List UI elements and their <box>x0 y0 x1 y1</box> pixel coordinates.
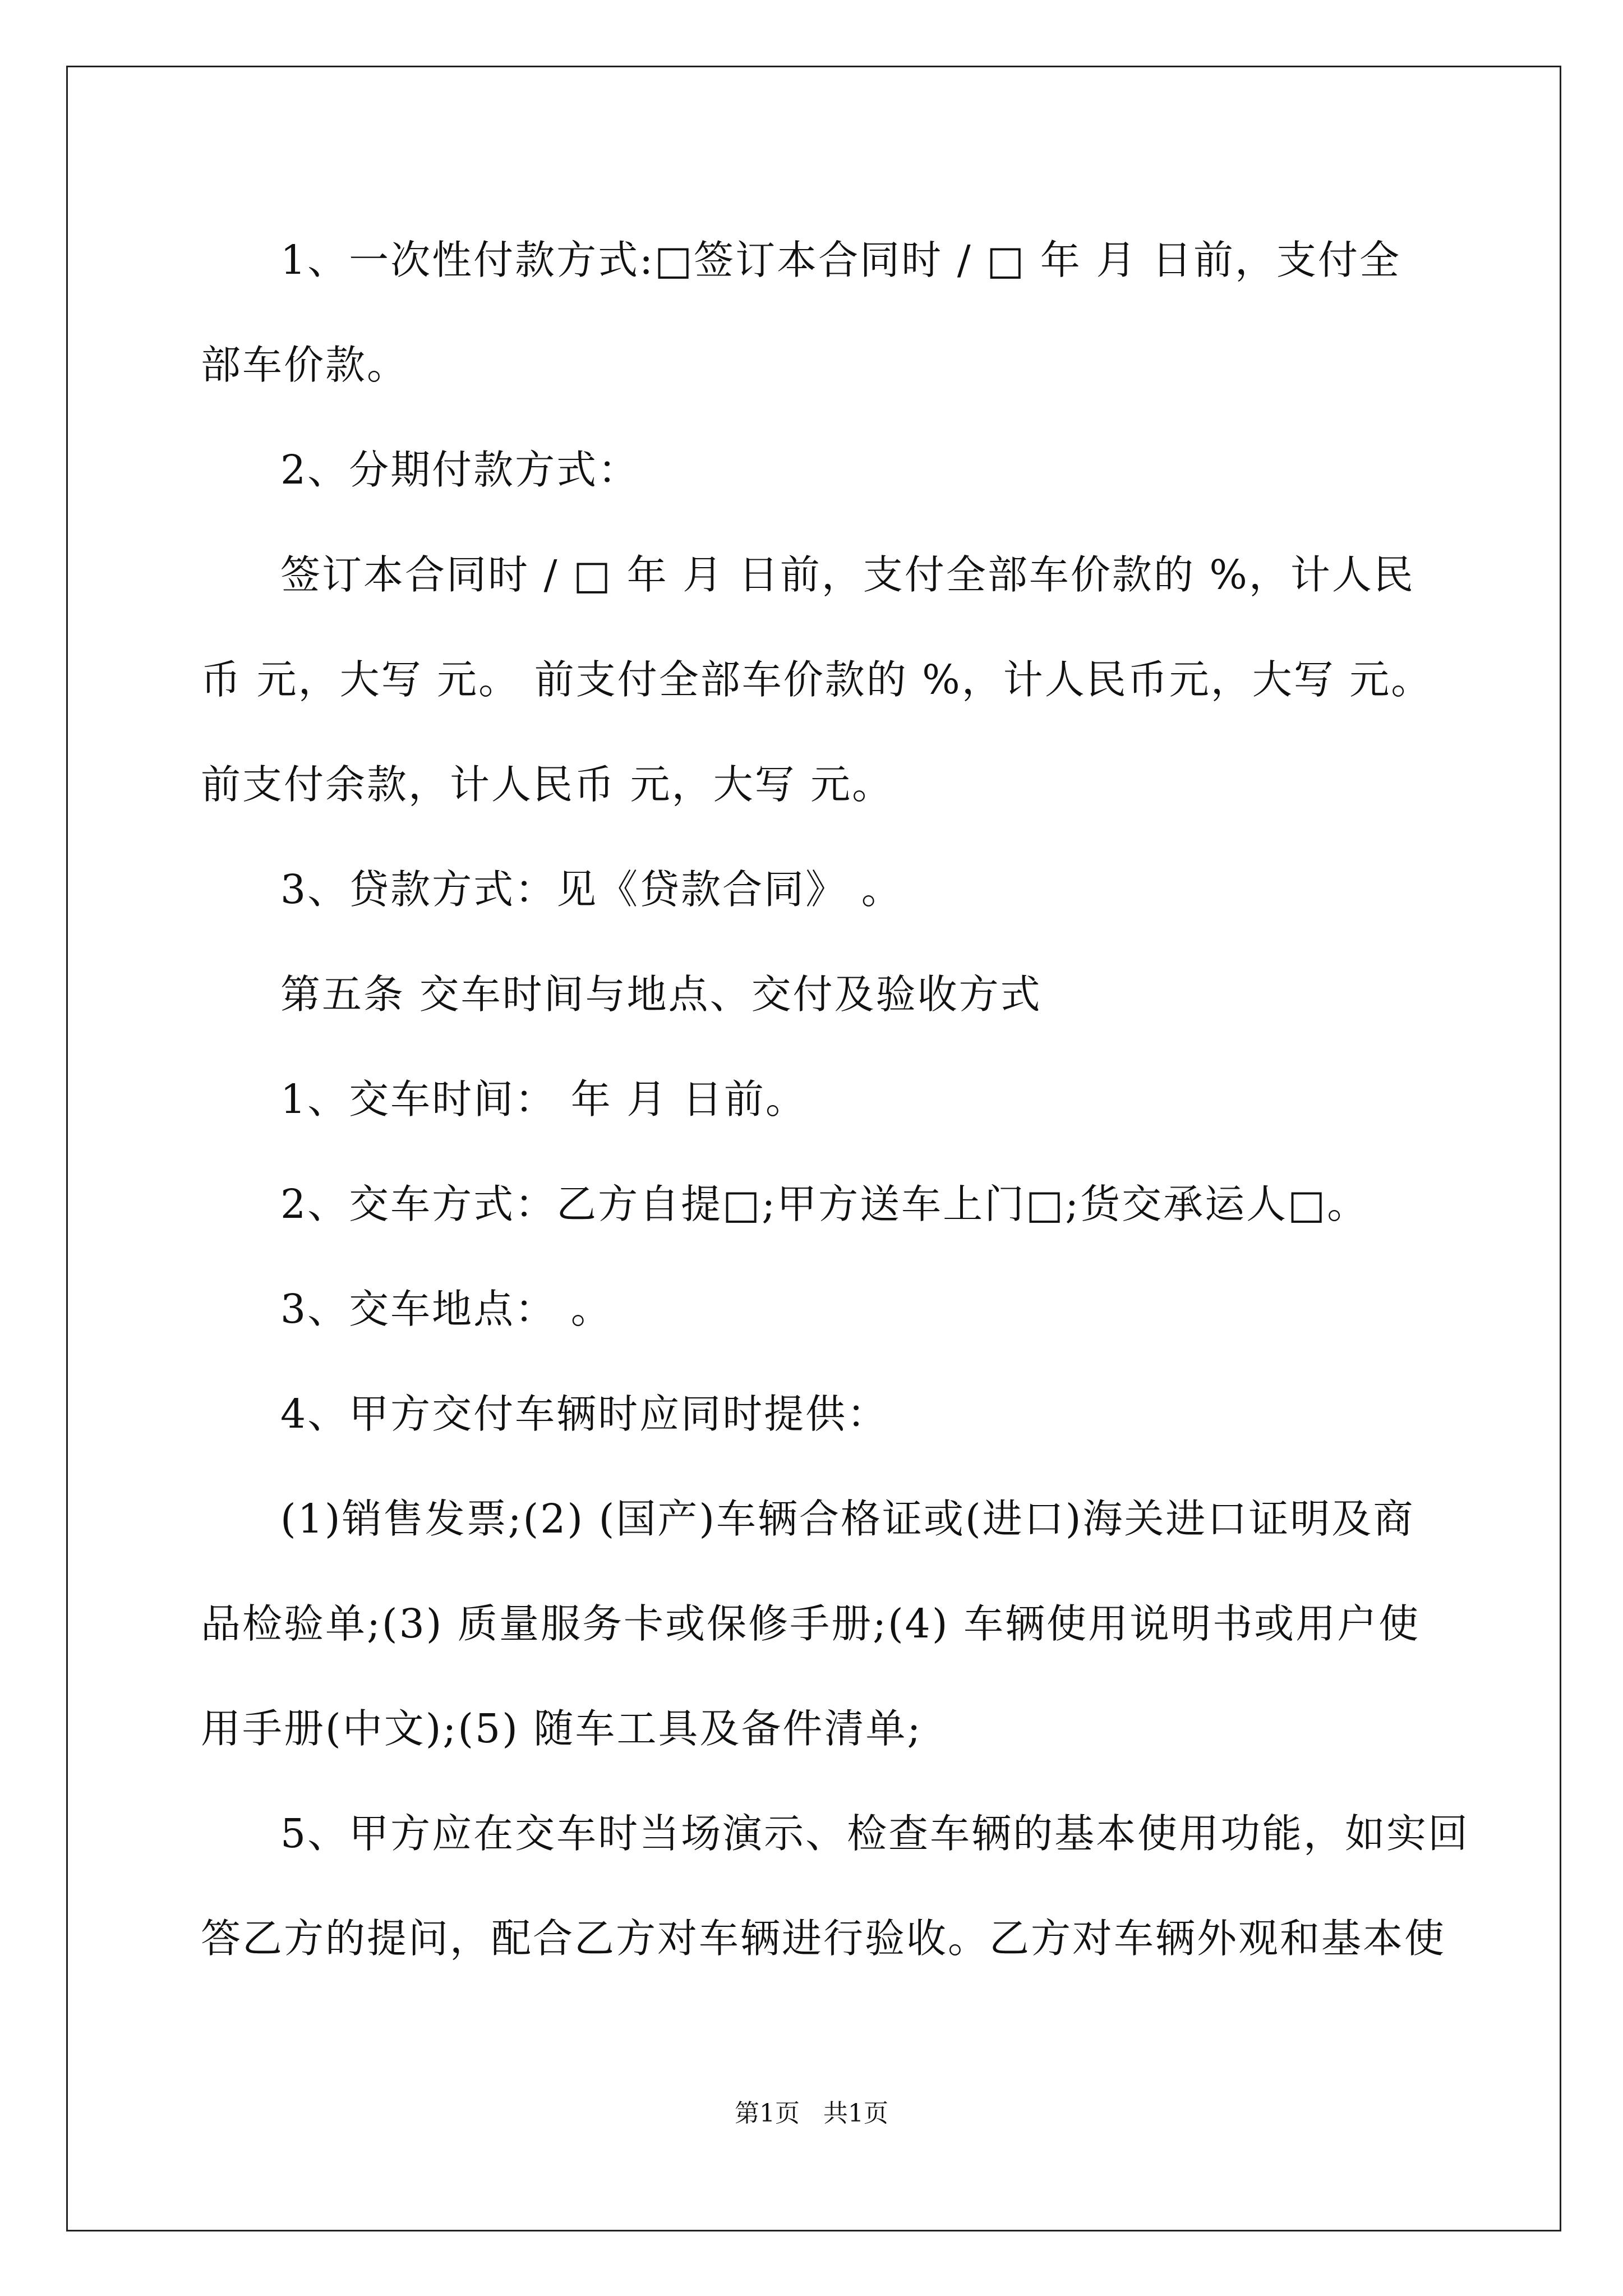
section-heading: 第五条 交车时间与地点、交付及验收方式 <box>280 971 1042 1018</box>
paragraph-line: 3、贷款方式：见《贷款合同》 。 <box>280 866 903 913</box>
paragraph-line: 1、一次性付款方式:□签订本合同时 / □ 年 月 日前，支付全 <box>280 237 1401 283</box>
paragraph-line: 5、甲方应在交车时当场演示、检查车辆的基本使用功能，如实回 <box>280 1810 1470 1857</box>
paragraph-line: 2、交车方式：乙方自提□;甲方送车上门□;货交承运人□。 <box>280 1181 1369 1227</box>
page-footer: 第1页 共1页 <box>735 2099 888 2128</box>
paragraph-line: (1)销售发票;(2) (国产)车辆合格证或(进口)海关进口证明及商 <box>280 1496 1415 1542</box>
paragraph-line: 答乙方的提问，配合乙方对车辆进行验收。乙方对车辆外观和基本使 <box>201 1915 1446 1962</box>
paragraph-line: 前支付余款，计人民币 元，大写 元。 <box>201 761 894 808</box>
paragraph-line: 品检验单;(3) 质量服务卡或保修手册;(4) 车辆使用说明书或用户使 <box>201 1600 1421 1647</box>
document-body <box>201 208 1470 1991</box>
paragraph-line: 4、甲方交付车辆时应同时提供： <box>280 1391 889 1437</box>
paragraph-line: 币 元，大写 元。 前支付全部车价款的 %，计人民币元，大写 元。 <box>201 656 1433 703</box>
paragraph-line: 3、交车地点： 。 <box>280 1286 612 1332</box>
paragraph-line: 用手册(中文);(5) 随车工具及备件清单; <box>201 1705 923 1752</box>
paragraph-line: 部车价款。 <box>201 342 409 388</box>
paragraph-line: 2、分期付款方式： <box>280 447 640 493</box>
paragraph-line: 1、交车时间： 年 月 日前。 <box>280 1076 807 1122</box>
paragraph-line: 签订本合同时 / □ 年 月 日前，支付全部车价款的 %，计人民 <box>280 551 1415 598</box>
